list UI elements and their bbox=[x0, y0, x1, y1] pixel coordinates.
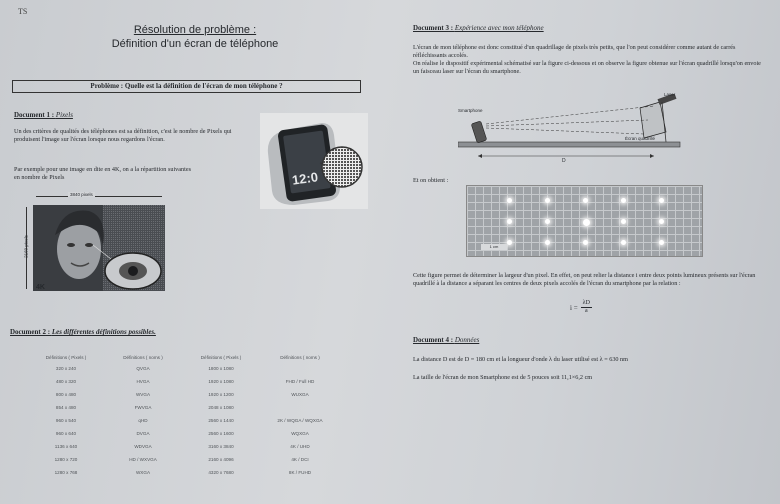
table-cell: 2K / WQGA / WQXGA bbox=[277, 418, 323, 423]
phone-time: 12:0 bbox=[291, 169, 319, 188]
doc1-name: Pixels bbox=[55, 111, 73, 119]
light-spot bbox=[659, 198, 664, 203]
table-header: Définitions ( Pixels ) bbox=[200, 354, 242, 360]
table-row bbox=[28, 440, 340, 453]
formula-denominator: a bbox=[584, 308, 588, 314]
doc1-number: Document 1 bbox=[14, 111, 50, 119]
table-cell: WXGA bbox=[135, 470, 151, 475]
diffraction-pattern-image bbox=[466, 185, 703, 257]
table-cell: 1280 x 768 bbox=[54, 470, 78, 475]
label-smartphone: Smartphone bbox=[458, 108, 483, 113]
problem-statement: Problème : Quelle est la définition de l'écran de mon téléphone ? bbox=[12, 80, 361, 93]
light-spot bbox=[507, 219, 512, 224]
doc1-heading: Document 1 : Pixels bbox=[14, 111, 73, 119]
table-row bbox=[28, 388, 340, 401]
table-row bbox=[28, 466, 340, 479]
table-cell: 8K / FUHD bbox=[288, 470, 312, 475]
table-row bbox=[28, 401, 340, 414]
label-grid-screen: Écran quadrillé bbox=[624, 136, 656, 141]
table-cell: 320 x 240 bbox=[55, 366, 77, 371]
doc1-paragraph-2: Par exemple pour une image en dite en 4K, on a la répartition suivantes en nombre de Pixels bbox=[14, 166, 191, 181]
formula-lhs: i = bbox=[570, 303, 578, 312]
face-illustration bbox=[33, 205, 165, 291]
table-cell: WDVGA bbox=[134, 444, 152, 449]
table-row bbox=[28, 453, 340, 466]
width-dimension-line bbox=[36, 196, 162, 197]
light-spot bbox=[545, 240, 550, 245]
table-cell: FHD / Full HD bbox=[285, 379, 315, 384]
label-laser: Laser bbox=[664, 92, 676, 97]
table-cell bbox=[260, 401, 340, 414]
table-cell: 1800 x 1080 bbox=[208, 366, 234, 371]
light-spot bbox=[545, 219, 550, 224]
table-cell: FWVGA bbox=[134, 405, 152, 410]
table-cell: 960 x 540 bbox=[55, 418, 77, 423]
table-cell: WUXGA bbox=[291, 392, 309, 397]
light-spot bbox=[621, 198, 626, 203]
doc2-number: Document 2 bbox=[10, 328, 46, 336]
setup-illustration bbox=[458, 94, 683, 170]
table-cell: 1280 x 720 bbox=[54, 457, 78, 462]
scale-label: 1 cm bbox=[481, 244, 507, 250]
table-cell: 4K / DCI bbox=[291, 457, 309, 462]
table-header: Définitions ( Pixels ) bbox=[45, 354, 87, 360]
table-cell: WVGA bbox=[135, 392, 151, 397]
table-cell: HVGA bbox=[136, 379, 150, 384]
table-cell: 2560 x 1600 bbox=[208, 431, 234, 436]
light-spot bbox=[659, 219, 664, 224]
table-row bbox=[28, 375, 340, 388]
doc4-name: Données bbox=[454, 336, 480, 344]
formula bbox=[570, 300, 592, 315]
light-spot bbox=[583, 240, 588, 245]
table-cell: 4320 x 7680 bbox=[208, 470, 234, 475]
table-cell: 800 x 480 bbox=[55, 392, 77, 397]
table-header: Définitions ( noms ) bbox=[280, 354, 320, 360]
doc3-paragraph-2: On réalise le dispositif expérimental schématisé sur la figure ci-dessous et on observe la figure obtenue sur l'écran quadrillé lorsqu'on envoie un faisceau laser sur l'écran du smartphone. bbox=[413, 60, 761, 75]
table-cell: 2160 x 4096 bbox=[208, 457, 234, 462]
table-cell: 1920 x 1200 bbox=[208, 392, 234, 397]
central-spot bbox=[583, 219, 590, 226]
doc3-number: Document 3 bbox=[413, 24, 449, 32]
table-row bbox=[28, 362, 340, 375]
table-cell: 1920 x 1080 bbox=[208, 379, 234, 384]
page-subtitle: Définition d'un écran de téléphone bbox=[111, 38, 279, 50]
table-cell: 3160 x 3840 bbox=[208, 444, 234, 449]
doc2-heading: Document 2 : Les différentes définitions possibles. bbox=[10, 328, 156, 336]
doc3-name: Expérience avec mon téléphone bbox=[454, 24, 544, 32]
table-cell: 854 x 480 bbox=[55, 405, 77, 410]
table-cell: 960 x 640 bbox=[55, 431, 77, 436]
table-cell: QVGA bbox=[136, 366, 150, 371]
light-spot bbox=[659, 240, 664, 245]
table-cell: WQXGA bbox=[291, 431, 309, 436]
table-row bbox=[28, 427, 340, 440]
doc4-line-2: La taille de l'écran de mon Smartphone est de 5 pouces soit 11,1×6,2 cm bbox=[413, 374, 593, 381]
table-cell: 480 x 320 bbox=[55, 379, 77, 384]
light-spot bbox=[507, 240, 512, 245]
4k-label: 4K bbox=[36, 284, 45, 291]
light-spot bbox=[507, 198, 512, 203]
doc1-paragraph-1: Un des critères de qualités des téléphones est sa définition, c'est le nombre de Pixels qui produisent l'image sur l'écran lorsque nous regardons l'écran. bbox=[14, 128, 232, 143]
doc3-paragraph-3: Cette figure permet de déterminer la largeur d'un pixel. En effet, on peut relier la distance i entre deux points lumineux présents sur l'écran quadrillé à la distance a séparant les centres de deux pixels accolés de l'écran du smartphone par la relation : bbox=[413, 272, 756, 287]
table-cell: DVGA bbox=[136, 431, 150, 436]
doc3-heading: Document 3 : Expérience avec mon téléphone bbox=[413, 24, 544, 32]
doc4-heading: Document 4 : Données bbox=[413, 336, 480, 344]
page-title: Résolution de problème : bbox=[133, 24, 257, 36]
table-cell: 2048 x 1080 bbox=[208, 405, 234, 410]
table-cell: 2560 x 1440 bbox=[208, 418, 234, 423]
table-header: Définitions ( noms ) bbox=[123, 354, 163, 360]
light-spot bbox=[583, 198, 588, 203]
formula-fraction bbox=[581, 300, 592, 315]
phone-illustration bbox=[260, 113, 368, 209]
width-dimension-label: 3840 pixels bbox=[70, 192, 93, 197]
table-row bbox=[28, 414, 340, 427]
page-number: TS bbox=[18, 7, 28, 16]
light-spot bbox=[621, 240, 626, 245]
formula-numerator: λD bbox=[582, 300, 590, 306]
doc4-line-1: La distance D est de D = 180 cm et la longueur d'onde λ du laser utilisé est λ = 630 nm bbox=[413, 356, 628, 363]
doc2-name: Les différentes définitions possibles. bbox=[51, 328, 156, 336]
definitions-table bbox=[28, 352, 340, 479]
experiment-setup-diagram bbox=[458, 94, 683, 170]
table-cell: 1136 x 640 bbox=[54, 444, 78, 449]
phone-screen-photo bbox=[260, 113, 368, 209]
light-spot bbox=[621, 219, 626, 224]
light-spot bbox=[545, 198, 550, 203]
doc3-paragraph-1: L'écran de mon téléphone est donc constitué d'un quadrillage de pixels très petits, que l'on peut considérer comme autant de carrés réfléchissants accolés. bbox=[413, 44, 736, 59]
table-cell: qHD bbox=[138, 418, 148, 423]
table-cell: HD / WXVGA bbox=[129, 457, 157, 462]
table-cell bbox=[260, 362, 340, 375]
table-cell: 4K / UHD bbox=[290, 444, 310, 449]
doc4-number: Document 4 bbox=[413, 336, 449, 344]
label-distance-d: D bbox=[562, 158, 566, 164]
height-dimension-label: 2160 pixels bbox=[23, 235, 29, 258]
obtained-label: Et on obtient : bbox=[413, 177, 449, 184]
4k-face-photo bbox=[33, 205, 165, 291]
